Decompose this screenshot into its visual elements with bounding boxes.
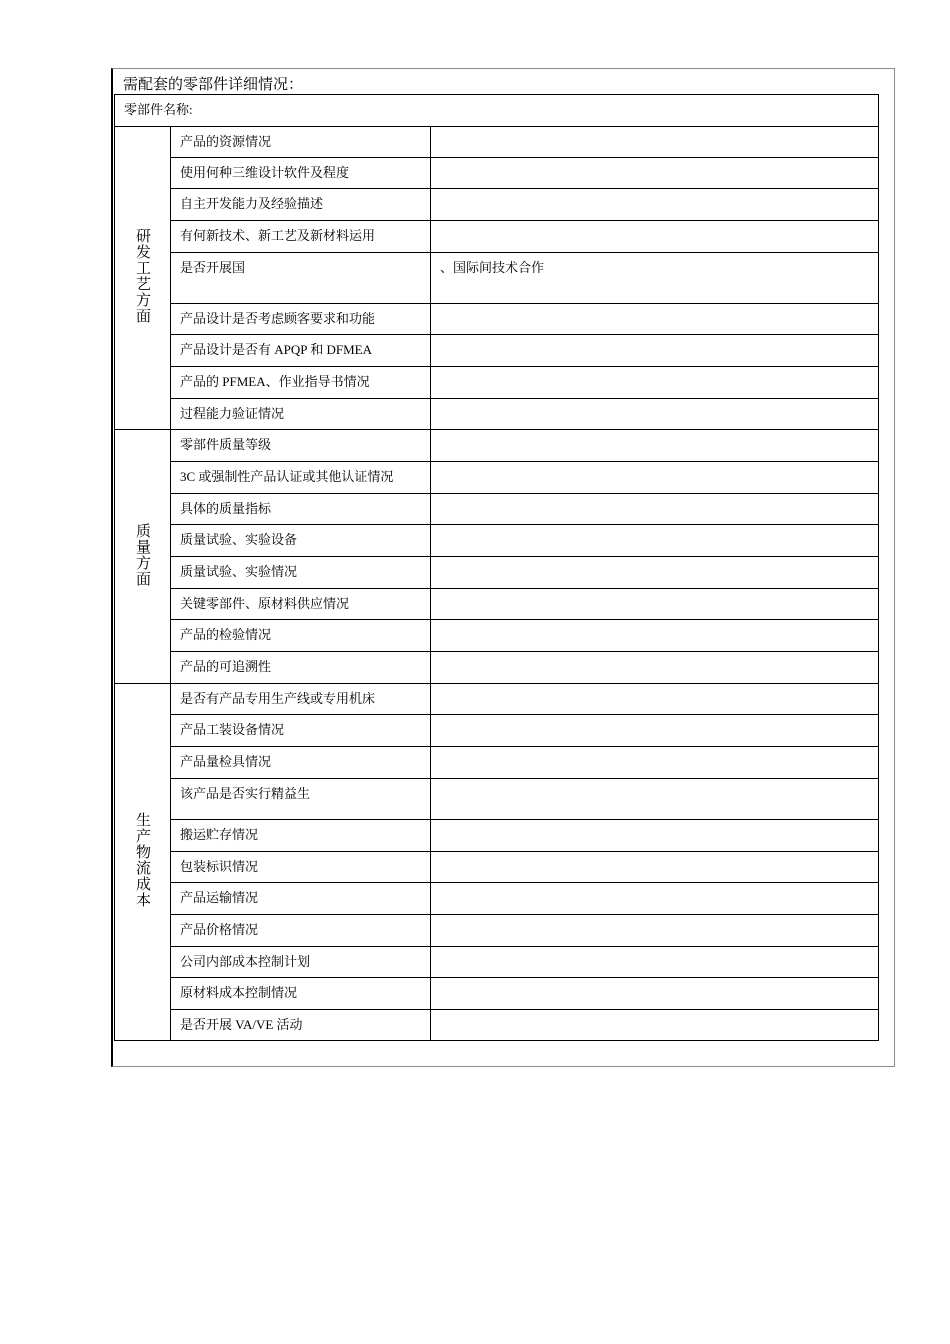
row-label: 产品工装设备情况 <box>171 715 431 747</box>
row-label: 关键零部件、原材料供应情况 <box>171 589 431 620</box>
table-row <box>115 557 879 589</box>
row-label: 产品的 PFMEA、作业指导书情况 <box>171 367 431 399</box>
row-label: 搬运贮存情况 <box>171 820 431 852</box>
row-label: 质量试验、实验情况 <box>171 557 431 589</box>
row-label: 产品运输情况 <box>171 883 431 915</box>
row-label: 产品的资源情况 <box>171 127 431 158</box>
form-header: 需配套的零部件详细情况： <box>123 77 304 93</box>
row-value-field[interactable] <box>431 852 879 883</box>
section-title: 研发工艺方面 <box>134 228 150 324</box>
table-row <box>115 947 879 978</box>
row-label: 有何新技术、新工艺及新材料运用 <box>171 221 431 253</box>
table-row <box>115 430 879 462</box>
table-row <box>115 525 879 557</box>
table-row <box>115 915 879 947</box>
row-label: 产品设计是否考虑顾客要求和功能 <box>171 304 431 335</box>
table-row <box>115 189 879 221</box>
table-row <box>115 715 879 747</box>
row-value-field[interactable] <box>431 820 879 852</box>
row-label: 过程能力验证情况 <box>171 399 431 430</box>
table-row <box>115 779 879 820</box>
row-label: 产品量检具情况 <box>171 747 431 779</box>
table-row <box>115 684 879 715</box>
table-row <box>115 589 879 620</box>
section-category-cell <box>115 430 171 684</box>
row-value-field[interactable] <box>431 221 879 253</box>
row-value-field[interactable] <box>431 620 879 652</box>
table-row <box>115 462 879 494</box>
table-row <box>115 399 879 430</box>
table-row <box>115 304 879 335</box>
section-title: 质量方面 <box>134 522 150 587</box>
row-value-field[interactable] <box>431 652 879 684</box>
table-row <box>115 1010 879 1041</box>
row-value-field[interactable] <box>431 883 879 915</box>
row-label: 使用何种三维设计软件及程度 <box>171 158 431 189</box>
section-title: 生产物流成本 <box>134 812 150 908</box>
table-row <box>115 978 879 1010</box>
row-value-field[interactable] <box>431 589 879 620</box>
row-label: 零部件质量等级 <box>171 430 431 462</box>
supplier-details-table <box>114 94 879 1041</box>
table-row <box>115 494 879 525</box>
row-value-field[interactable] <box>431 335 879 367</box>
table-row <box>115 335 879 367</box>
row-label: 产品的可追溯性 <box>171 652 431 684</box>
row-value-field[interactable] <box>431 779 879 820</box>
row-label: 具体的质量指标 <box>171 494 431 525</box>
row-label: 是否开展 VA/VE 活动 <box>171 1010 431 1041</box>
row-value-field[interactable] <box>431 715 879 747</box>
row-value-field[interactable] <box>431 189 879 221</box>
row-value-field[interactable] <box>431 127 879 158</box>
row-label: 是否有产品专用生产线或专用机床 <box>171 684 431 715</box>
table-row <box>115 620 879 652</box>
part-name-field[interactable] <box>115 95 879 127</box>
row-value-field[interactable]: 、国际间技术合作 <box>431 253 879 304</box>
row-value-field[interactable] <box>431 978 879 1010</box>
row-value-field[interactable] <box>431 367 879 399</box>
table-row <box>115 652 879 684</box>
row-label: 该产品是否实行精益生 <box>171 779 431 820</box>
row-label: 产品价格情况 <box>171 915 431 947</box>
row-value-field[interactable] <box>431 158 879 189</box>
table-row <box>115 852 879 883</box>
section-category-cell <box>115 127 171 430</box>
part-name-row <box>115 95 879 127</box>
table-row <box>115 127 879 158</box>
table-row <box>115 253 879 304</box>
row-value-field[interactable] <box>431 430 879 462</box>
row-value-field[interactable] <box>431 915 879 947</box>
table-row <box>115 747 879 779</box>
table-row <box>115 883 879 915</box>
row-value-field[interactable] <box>431 684 879 715</box>
row-value-field[interactable] <box>431 525 879 557</box>
row-label: 包装标识情况 <box>171 852 431 883</box>
row-label: 自主开发能力及经验描述 <box>171 189 431 221</box>
row-label: 公司内部成本控制计划 <box>171 947 431 978</box>
row-label: 产品设计是否有 APQP 和 DFMEA <box>171 335 431 367</box>
row-value-field[interactable] <box>431 494 879 525</box>
row-value-field[interactable] <box>431 747 879 779</box>
row-label: 是否开展国 <box>171 253 431 304</box>
table-row <box>115 367 879 399</box>
row-value-field[interactable] <box>431 1010 879 1041</box>
row-value-field[interactable] <box>431 462 879 494</box>
row-label: 质量试验、实验设备 <box>171 525 431 557</box>
row-label: 3C 或强制性产品认证或其他认证情况 <box>171 462 431 494</box>
table-row <box>115 820 879 852</box>
part-name-label: 零部件名称: <box>124 102 193 117</box>
row-value-field[interactable] <box>431 304 879 335</box>
row-label: 原材料成本控制情况 <box>171 978 431 1010</box>
row-value-field[interactable] <box>431 947 879 978</box>
row-value-field[interactable] <box>431 399 879 430</box>
table-row <box>115 158 879 189</box>
supplier-form-sheet <box>111 68 895 1067</box>
row-value-field[interactable] <box>431 557 879 589</box>
table-row <box>115 221 879 253</box>
row-label: 产品的检验情况 <box>171 620 431 652</box>
section-category-cell <box>115 684 171 1041</box>
